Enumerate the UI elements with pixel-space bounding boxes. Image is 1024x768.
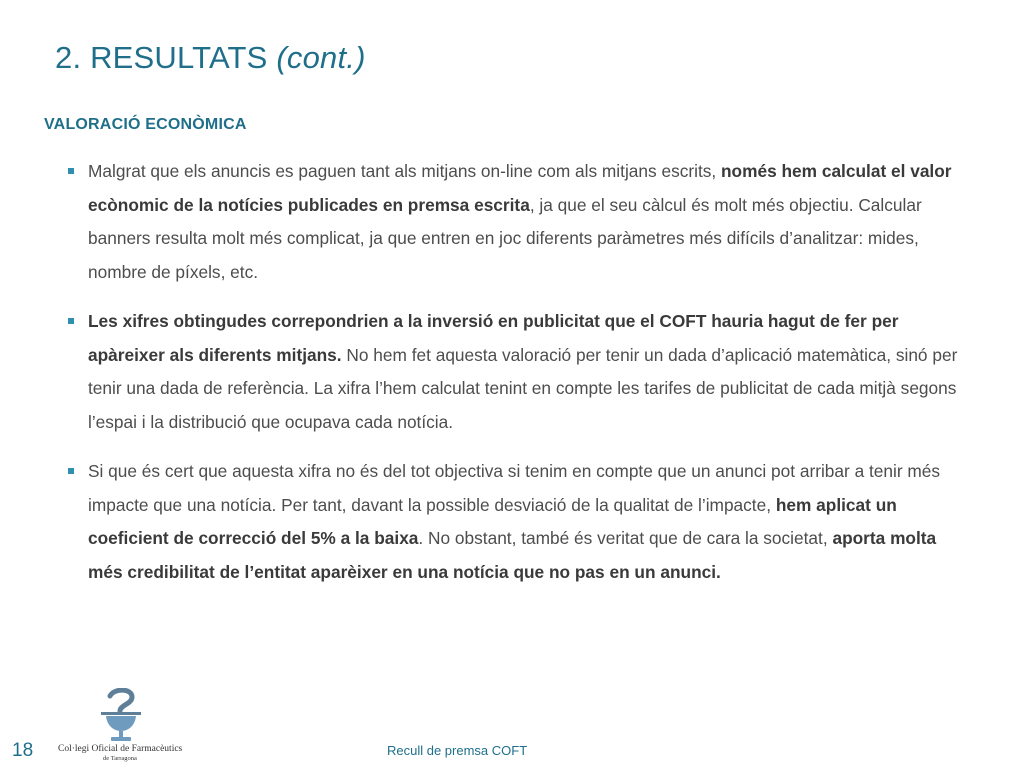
bullet-text: . No obstant, també és veritat que de cara la societat, [418,528,833,548]
square-bullet-icon [68,318,74,324]
logo-text-college: Col·legi Oficial de Farmacèutics [58,744,183,754]
bullet-text-bold: hem aplicat un coeficient de correcció del 5% a la baixa [88,494,897,548]
bullet-item [66,455,966,589]
coft-logo [58,688,198,766]
slide-title [55,40,366,76]
bullet-text: No hem fet aquesta valoració per tenir un dada d’aplicació matemàtica, sinó per tenir una dada de referència. La xifra l’hem calculat tenint en compte les tarifes de publicitat de cada mitjà segons l’espai i la distribució que ocupava cada notícia. [88,344,958,432]
bullet-text: Si que és cert que aquesta xifra no és del tot objectiva si tenim en compte que un anunci pot arribar a tenir més impacte que una notícia. Per tant, davant la possible desviació de la qualitat de l’impacte, [88,461,941,515]
page-number: 18 [12,740,34,761]
bullet-text-bold: Les xifres obtingudes correpondrien a la inversió en publicitat que el COFT hauria hagut de fer per apàreixer als diferents mitjans. [88,311,899,365]
slide-title-cont: (cont.) [276,40,366,75]
bullet-item [66,305,966,439]
bullet-item [66,155,966,289]
slide-title-main: 2. RESULTATS [55,40,268,75]
bullet-text-bold: només hem calculat el valor ecònomic de la notícies publicades en premsa escrita [88,161,952,215]
bullet-text-bold: aporta molta més credibilitat de l’entitat aparèixer en una notícia que no pas en un anunci. [88,528,937,582]
square-bullet-icon [68,468,74,474]
square-bullet-icon [68,168,74,174]
footer-text: Recull de premsa COFT [387,743,528,758]
logo-text-city: de Tarragona [103,755,137,762]
bullet-text: Malgrat que els anuncis es paguen tant als mitjans on-line com als mitjans escrits, [88,161,721,181]
section-heading: VALORACIÓ ECONÒMICA [44,116,247,133]
bullet-text: , ja que el seu càlcul és molt més objectiu. Calcular banners resulta molt més complicat, ja que entren en joc diferents paràmetres més difícils d’analitzar: mides, nombre de píxels, etc. [88,194,922,282]
caduceus-bowl-icon [98,688,144,744]
bullet-list [66,155,966,605]
